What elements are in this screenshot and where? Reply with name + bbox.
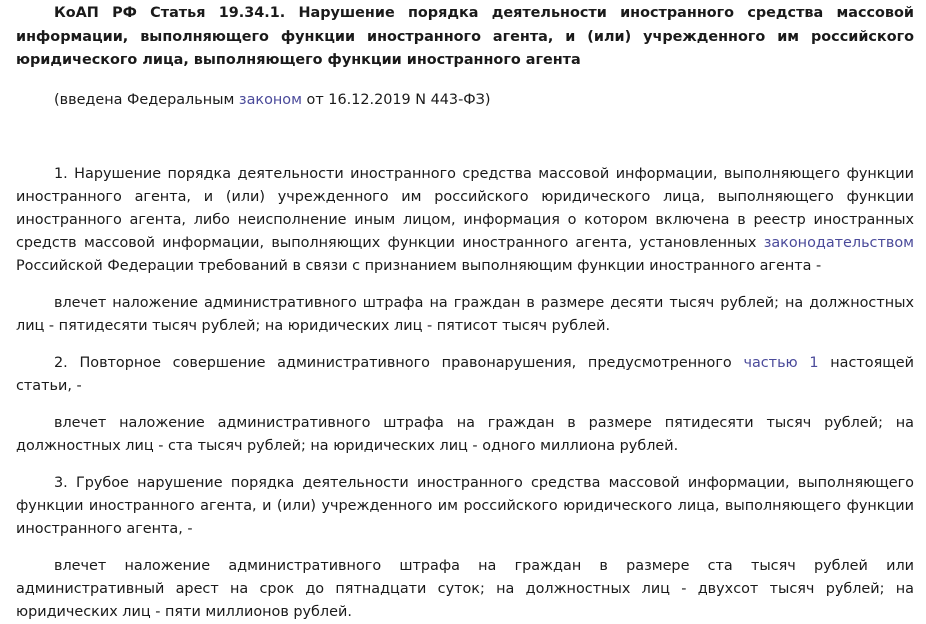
- article-intro: [16, 89, 914, 112]
- intro-text-before: (введена Федеральным: [54, 91, 239, 108]
- law-link[interactable]: законом: [238, 91, 302, 108]
- paragraph-2-penalty: влечет наложение административного штрафа на граждан в размере пятидесяти тысяч рублей; на должностных лиц - ста тысяч рублей; на юридических лиц - одного миллиона рублей.: [16, 414, 914, 454]
- paragraph-1: [16, 163, 914, 278]
- paragraph-1-text-before: 1. Нарушение порядка деятельности иностранного средства массовой информации, выполняющего функции иностранного агента, и (или) учрежденного им российского юридического лица, выполняющего функции иностранного агента, либо неисполнение иным лицом, информация о котором включена в реестр иностранных средств массовой информации, выполняющих функции иностранного агента, установленных: [16, 165, 914, 251]
- document: [0, 2, 926, 624]
- paragraph-1-text-after: Российской Федерации требований в связи с признанием выполняющим функции иностранного агента -: [16, 257, 822, 274]
- article-title: КоАП РФ Статья 19.34.1. Нарушение порядка деятельности иностранного средства массовой информации, выполняющего функции иностранного агента, и (или) учрежденного им российского юридического лица, выполняющего функции иностранного агента: [16, 5, 914, 68]
- paragraph-1-penalty: влечет наложение административного штрафа на граждан в размере десяти тысяч рублей; на должностных лиц - пятидесяти тысяч рублей; на юридических лиц - пятисот тысяч рублей.: [16, 294, 914, 334]
- paragraph-2: [16, 352, 914, 398]
- paragraph-2-text-before: 2. Повторное совершение административного правонарушения, предусмотренного: [54, 354, 744, 371]
- part-1-link[interactable]: частью 1: [743, 354, 819, 371]
- paragraph-3: 3. Грубое нарушение порядка деятельности иностранного средства массовой информации, выполняющего функции иностранного агента, и (или) учрежденного им российского юридического лица, выполняющего функции иностранного агента, -: [16, 474, 914, 537]
- intro-text-after: от 16.12.2019 N 443-ФЗ): [301, 91, 491, 108]
- legislation-link[interactable]: законодательством: [763, 234, 914, 251]
- paragraph-2-text-after: настоящей статьи, -: [16, 354, 915, 394]
- paragraph-3-penalty: влечет наложение административного штрафа на граждан в размере ста тысяч рублей или административный арест на срок до пятнадцати суток; на должностных лиц - двухсот тысяч рублей; на юридических лиц - пяти миллионов рублей.: [16, 557, 914, 620]
